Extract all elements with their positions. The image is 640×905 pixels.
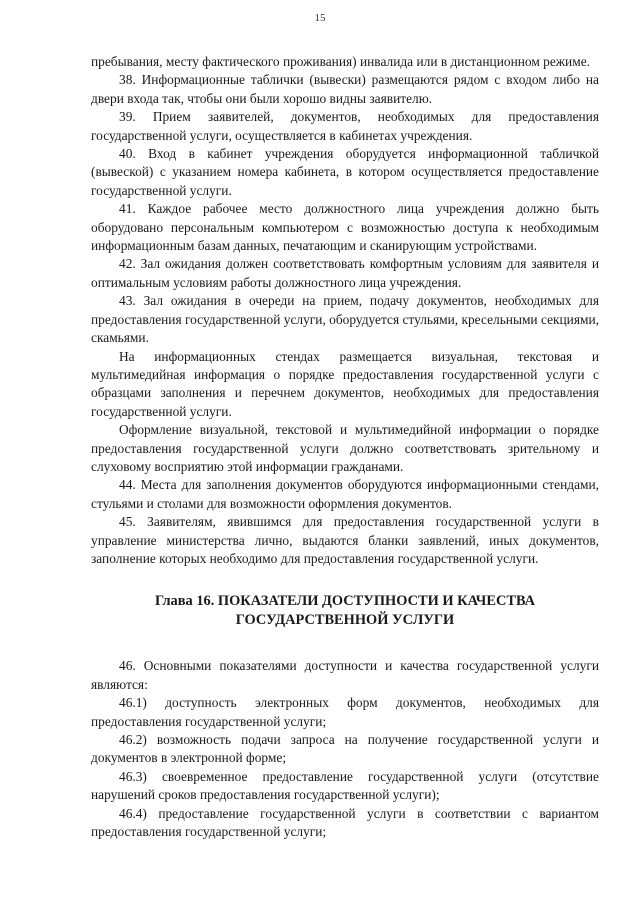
paragraph-44: 44. Места для заполнения документов оборудуются информационными стендами, стульями и столами для возможности оформления документов. [91, 477, 599, 511]
chapter-heading [91, 592, 599, 629]
paragraph-46-2: 46.2) возможность подачи запроса на получение государственной услуги и документов в электронной форме; [91, 732, 599, 766]
paragraph-39: 39. Прием заявителей, документов, необходимых для предоставления государственной услуги, осуществляется в кабинетах учреждения. [91, 109, 599, 143]
document-body [91, 53, 599, 841]
paragraph-continuation: пребывания, месту фактического проживания) инвалида или в дистанционном режиме. [91, 54, 590, 69]
paragraph-42: 42. Зал ожидания должен соответствовать комфортным условиям для заявителя и оптимальным условиям работы должностного лица учреждения. [91, 256, 599, 290]
paragraph-40: 40. Вход в кабинет учреждения оборудуется информационной табличкой (вывеской) с указанием номера кабинета, в котором осуществляется предоставление государственной услуги. [91, 146, 599, 198]
paragraph-38: 38. Информационные таблички (вывески) размещаются рядом с входом либо на двери входа так, чтобы они были хорошо видны заявителю. [91, 72, 599, 106]
paragraph-46-1: 46.1) доступность электронных форм документов, необходимых для предоставления государственной услуги; [91, 695, 599, 729]
chapter-heading-line-1: Глава 16. ПОКАЗАТЕЛИ ДОСТУПНОСТИ И КАЧЕСТВА [154, 593, 536, 610]
paragraph-46-4: 46.4) предоставление государственной услуги в соответствии с вариантом предоставления государственной услуги; [91, 805, 599, 840]
paragraph-45: 45. Заявителям, явившимся для предоставления государственной услуги в управление министерства лично, выдаются бланки заявлений, иных документов, заполнение которых необходимо для предоставления государственной услуги. [91, 514, 599, 566]
paragraph-46-3: 46.3) своевременное предоставление государственной услуги (отсутствие нарушений сроков предоставления государственной услуги); [91, 768, 599, 803]
chapter-heading-line-2: ГОСУДАРСТВЕННОЙ УСЛУГИ [235, 611, 455, 628]
paragraph-43: 43. Зал ожидания в очереди на прием, подачу документов, необходимых для предоставления государственной услуги, оборудуется стульями, кресельными секциями, скамьями. [91, 293, 599, 346]
page-number: 15 [314, 12, 326, 24]
paragraph-41: 41. Каждое рабочее место должностного лица учреждения должно быть оборудовано персональным компьютером с возможностью доступа к необходимым информационным базам данных, печатающим и сканирующим устройствами. [91, 201, 599, 254]
paragraph-info-stands: На информационных стендах размещается визуальная, текстовая и мультимедийная информация о порядке предоставления государственной услуги с образцами заполнения и перечнем документов, необходимых для предоставления государственной услуги. [91, 348, 599, 419]
paragraph-46: 46. Основными показателями доступности и качества государственной услуги являются: [91, 658, 599, 692]
paragraph-info-design: Оформление визуальной, текстовой и мультимедийной информации о порядке предоставления государственной услуги должно соответствовать зрительному и слуховому восприятию этой информации гражданами. [91, 422, 599, 474]
